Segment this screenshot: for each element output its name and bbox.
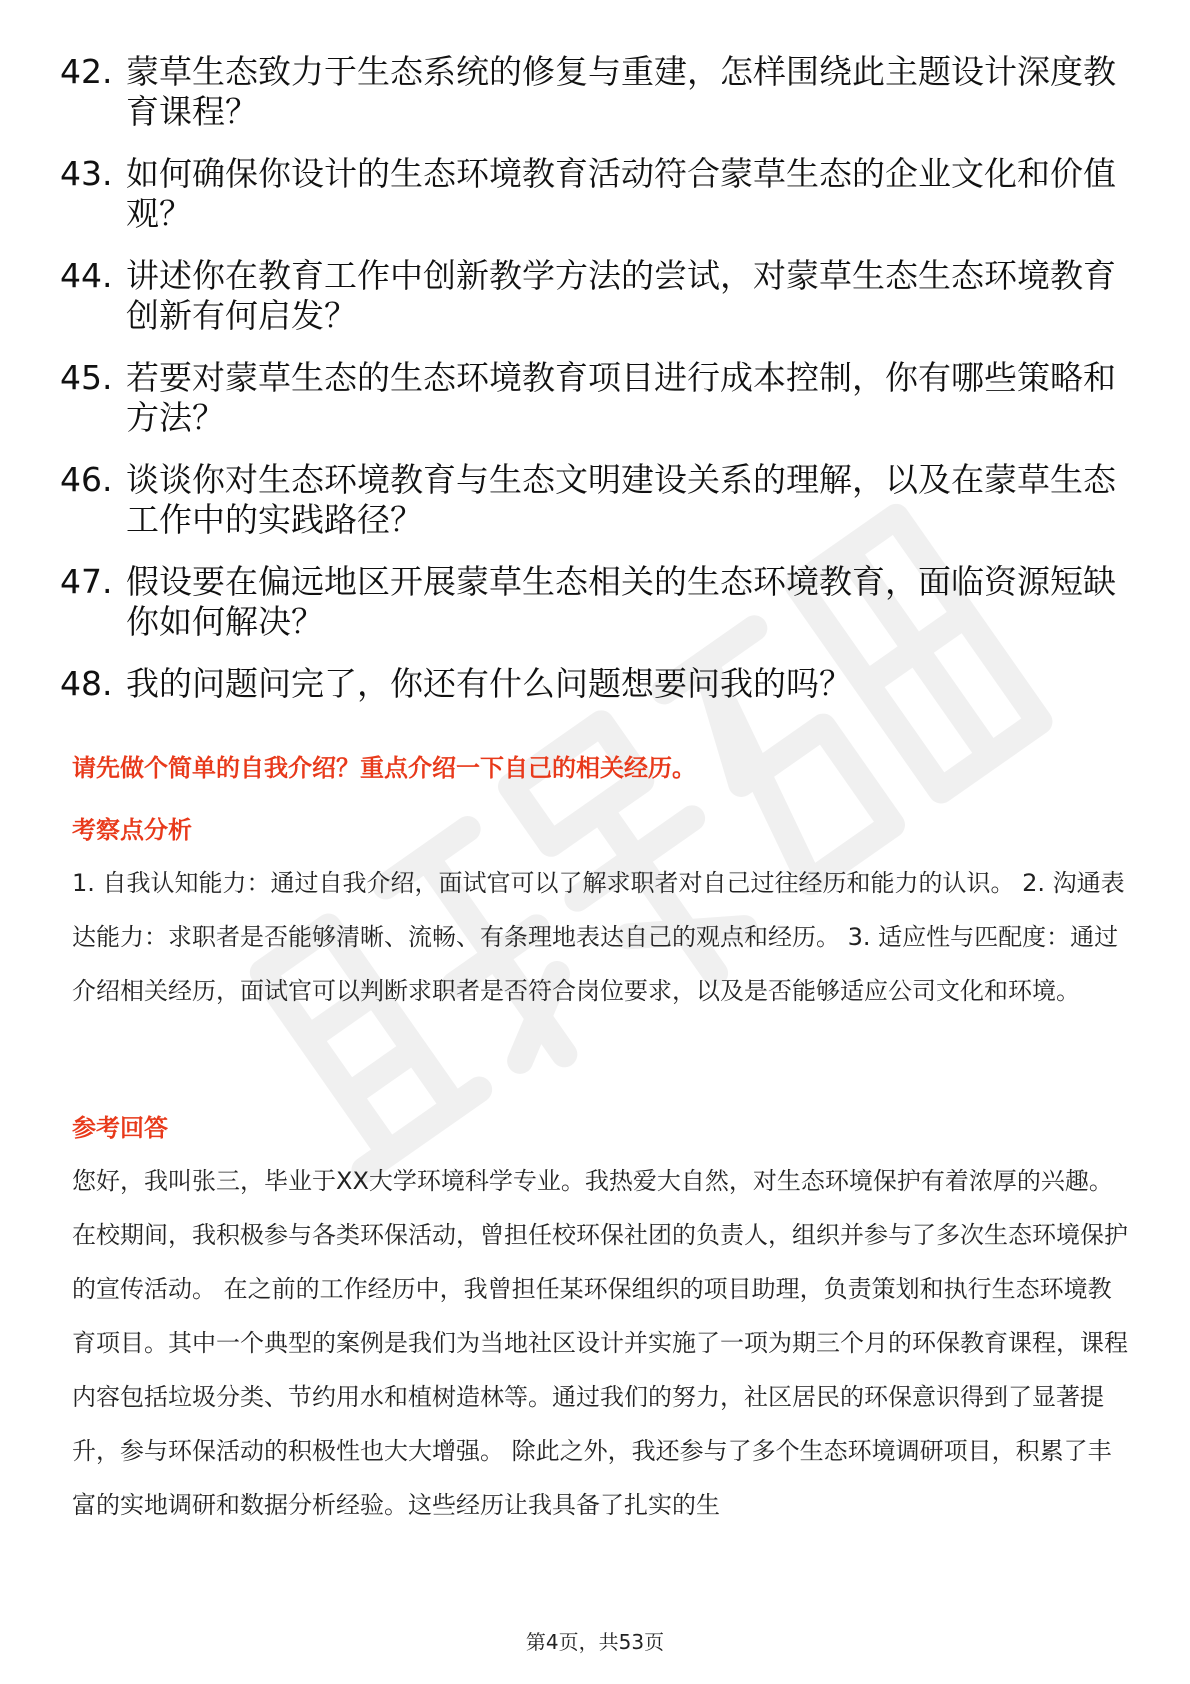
question-list <box>60 52 1120 726</box>
question-text: 若要对蒙草生态的生态环境教育项目进行成本控制，你有哪些策略和方法？ <box>126 358 1116 437</box>
question-item <box>60 256 1120 336</box>
question-text: 假设要在偏远地区开展蒙草生态相关的生态环境教育，面临资源短缺你如何解决？ <box>126 562 1116 641</box>
question-text: 谈谈你对生态环境教育与生态文明建设关系的理解，以及在蒙草生态工作中的实践路径？ <box>126 460 1116 539</box>
question-number: 44. <box>60 256 113 295</box>
question-item <box>60 358 1120 438</box>
question-number: 45. <box>60 358 113 397</box>
answer-text: 您好，我叫张三，毕业于XX大学环境科学专业。我热爱大自然，对生态环境保护有着浓厚的兴趣。在校期间，我积极参与各类环保活动，曾担任校环保社团的负责人，组织并参与了多次生态环境保护的宣传活动。 在之前的工作经历中，我曾担任某环保组织的项目助理，负责策划和执行生态环境教育项目。其中一个典型的案例是我们为当地社区设计并实施了一项为期三个月的环保教育课程，课程内容包括垃圾分类、节约用水和植树造林等。通过我们的努力，社区居民的环保意识得到了显著提升，参与环保活动的积极性也大大增强。 除此之外，我还参与了多个生态环境调研项目，积累了丰富的实地调研和数据分析经验。这些经历让我具备了扎实的生 <box>72 1167 1128 1519</box>
question-text: 讲述你在教育工作中创新教学方法的尝试，对蒙草生态生态环境教育创新有何启发？ <box>126 256 1116 335</box>
question-item <box>60 460 1120 540</box>
question-number: 48. <box>60 664 113 703</box>
question-number: 43. <box>60 154 113 193</box>
page-number: 第4页，共53页 <box>525 1630 665 1654</box>
question-text: 如何确保你设计的生态环境教育活动符合蒙草生态的企业文化和价值观？ <box>126 154 1116 233</box>
analysis-section <box>72 814 1132 1018</box>
question-number: 42. <box>60 52 113 91</box>
answer-heading: 参考回答 <box>72 1114 168 1142</box>
analysis-heading: 考察点分析 <box>72 816 192 844</box>
featured-question-section <box>72 752 1132 784</box>
question-item <box>60 52 1120 132</box>
question-number: 46. <box>60 460 113 499</box>
analysis-text: 1. 自我认知能力：通过自我介绍，面试官可以了解求职者对自己过往经历和能力的认识。 2. 沟通表达能力：求职者是否能够清晰、流畅、有条理地表达自己的观点和经历。 3. 适应性与匹配度：通过介绍相关经历，面试官可以判断求职者是否符合岗位要求，以及是否能够适应公司文化和环境。 <box>72 869 1125 1005</box>
question-text: 蒙草生态致力于生态系统的修复与重建，怎样围绕此主题设计深度教育课程？ <box>126 52 1116 131</box>
answer-section <box>72 1112 1132 1532</box>
question-item <box>60 562 1120 642</box>
question-item <box>60 154 1120 234</box>
featured-question-title: 请先做个简单的自我介绍？重点介绍一下自己的相关经历。 <box>72 754 696 782</box>
question-item <box>60 664 1120 704</box>
question-text: 我的问题问完了，你还有什么问题想要问我的吗？ <box>126 664 852 703</box>
question-number: 47. <box>60 562 113 601</box>
